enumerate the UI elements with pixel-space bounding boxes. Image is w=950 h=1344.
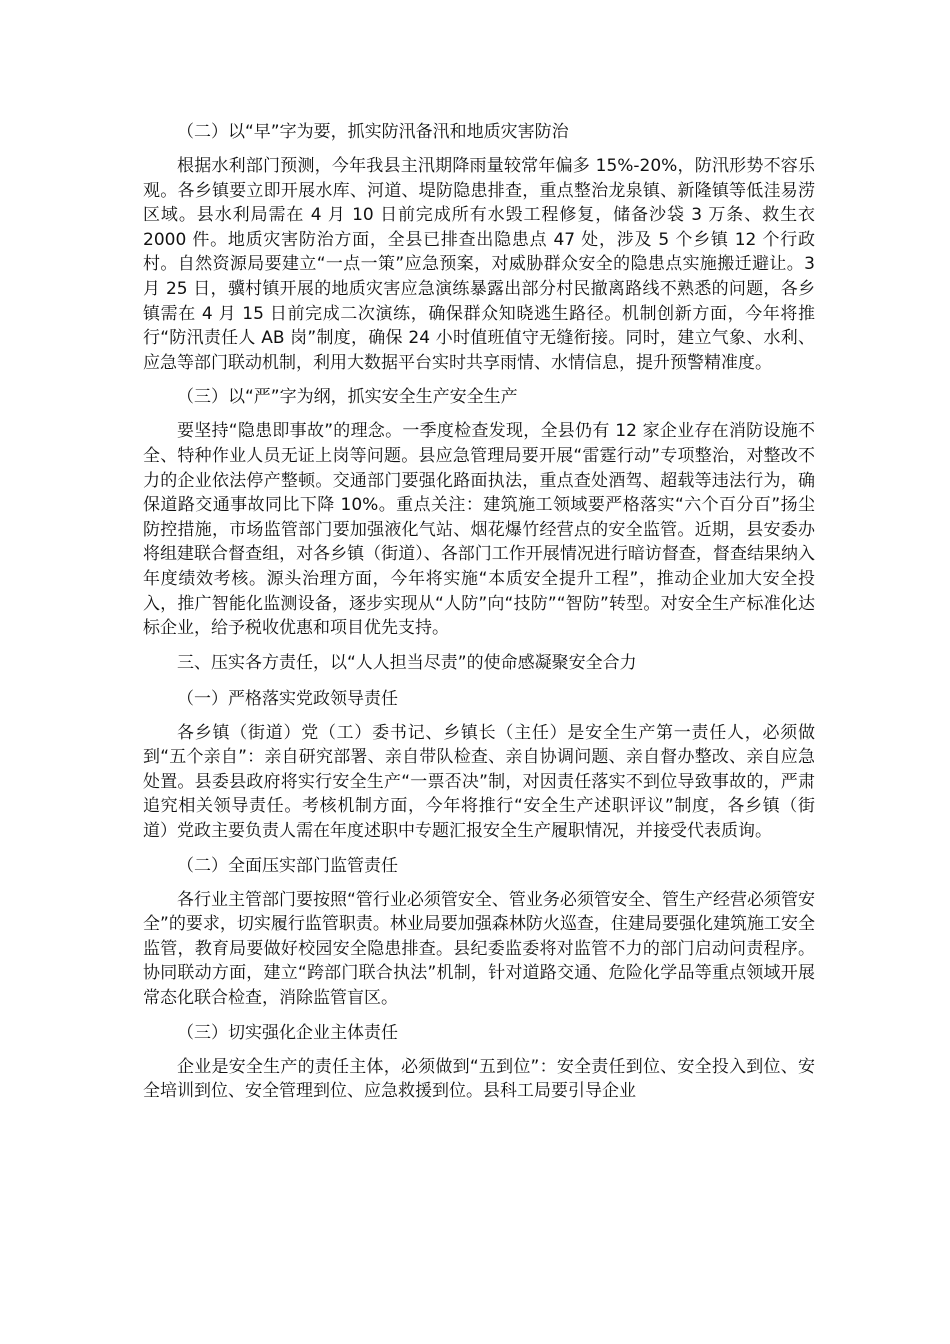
paragraph-flood-prevention: 根据水利部门预测，今年我县主汛期降雨量较常年偏多 15%-20%，防汛形势不容乐观。各乡镇要立即开展水库、河道、堤防隐患排查，重点整治龙泉镇、新隆镇等低洼易涝区域。县水利局需在 4 月 10 日前完成所有水毁工程修复，储备沙袋 3 万条、救生衣 2000 件。地质灾害防治方面，全县已排查出隐患点 47 处，涉及 5 个乡镇 12 个行政村。自然资源局要建立“一点一策”应急预案，对威胁群众安全的隐患点实施搬迁避让。3 月 25 日，骥村镇开展的地质灾害应急演练暴露出部分村民撤离路线不熟悉的问题，各乡镇需在 4 月 15 日前完成二次演练，确保群众知晓逃生路径。机制创新方面，今年将推行“防汛责任人 AB 岗”制度，确保 24 小时值班值守无缝衔接。同时，建立气象、水利、应急等部门联动机制，利用大数据平台实时共享雨情、水情信息，提升预警精准度。	[143, 156, 815, 373]
paragraph-department-supervision: 各行业主管部门要按照“管行业必须管安全、管业务必须管安全、管生产经营必须管安全”的要求，切实履行监管职责。林业局要加强森林防火巡查，住建局要强化建筑施工安全监管，教育局要做好校园安全隐患排查。县纪委监委将对监管不力的部门启动问责程序。协同联动方面，建立“跨部门联合执法”机制，针对道路交通、危险化学品等重点领域开展常态化联合检查，消除监管盲区。	[143, 889, 815, 1009]
paragraph-safety-production: 要坚持“隐患即事故”的理念。一季度检查发现，全县仍有 12 家企业存在消防设施不全、特种作业人员无证上岗等问题。县应急管理局要开展“雷霆行动”专项整治，对整改不力的企业依法停产整顿。交通部门要强化路面执法，重点查处酒驾、超载等违法行为，确保道路交通事故同比下降 10%。重点关注：建筑施工领域要严格落实“六个百分百”扬尘防控措施，市场监管部门要加强液化气站、烟花爆竹经营点的安全监管。近期，县安委办将组建联合督查组，对各乡镇（街道）、各部门工作开展情况进行暗访督查，督查结果纳入年度绩效考核。源头治理方面，今年将实施“本质安全提升工程”，推动企业加大安全投入，推广智能化监测设备，逐步实现从“人防”向“技防”“智防”转型。对安全生产标准化达标企业，给予税收优惠和项目优先支持。	[143, 421, 815, 639]
chapter-heading-responsibility: 三、压实各方责任，以“人人担当尽责”的使命感凝聚安全合力	[177, 652, 637, 673]
section-heading-safety-production: （三）以“严”字为纲，抓实安全生产安全生产	[177, 387, 518, 408]
section-heading-enterprise-responsibility: （三）切实强化企业主体责任	[177, 1022, 398, 1043]
section-heading-party-leadership: （一）严格落实党政领导责任	[177, 688, 398, 709]
document-page	[143, 118, 815, 1112]
paragraph-party-leadership: 各乡镇（街道）党（工）委书记、乡镇长（主任）是安全生产第一责任人，必须做到“五个亲自”：亲自研究部署、亲自带队检查、亲自协调问题、亲自督办整改、亲自应急处置。县委县政府将实行安全生产“一票否决”制，对因责任落实不到位导致事故的，严肃追究相关领导责任。考核机制方面，今年将推行“安全生产述职评议”制度，各乡镇（街道）党政主要负责人需在年度述职中专题汇报安全生产履职情况，并接受代表质询。	[143, 722, 815, 842]
section-heading-flood-prevention: （二）以“早”字为要，抓实防汛备汛和地质灾害防治	[177, 122, 569, 142]
paragraph-enterprise-responsibility: 企业是安全生产的责任主体，必须做到“五到位”：安全责任到位、安全投入到位、安全培训到位、安全管理到位、应急救援到位。县科工局要引导企业	[143, 1056, 815, 1102]
section-heading-department-supervision: （二）全面压实部门监管责任	[177, 855, 398, 876]
